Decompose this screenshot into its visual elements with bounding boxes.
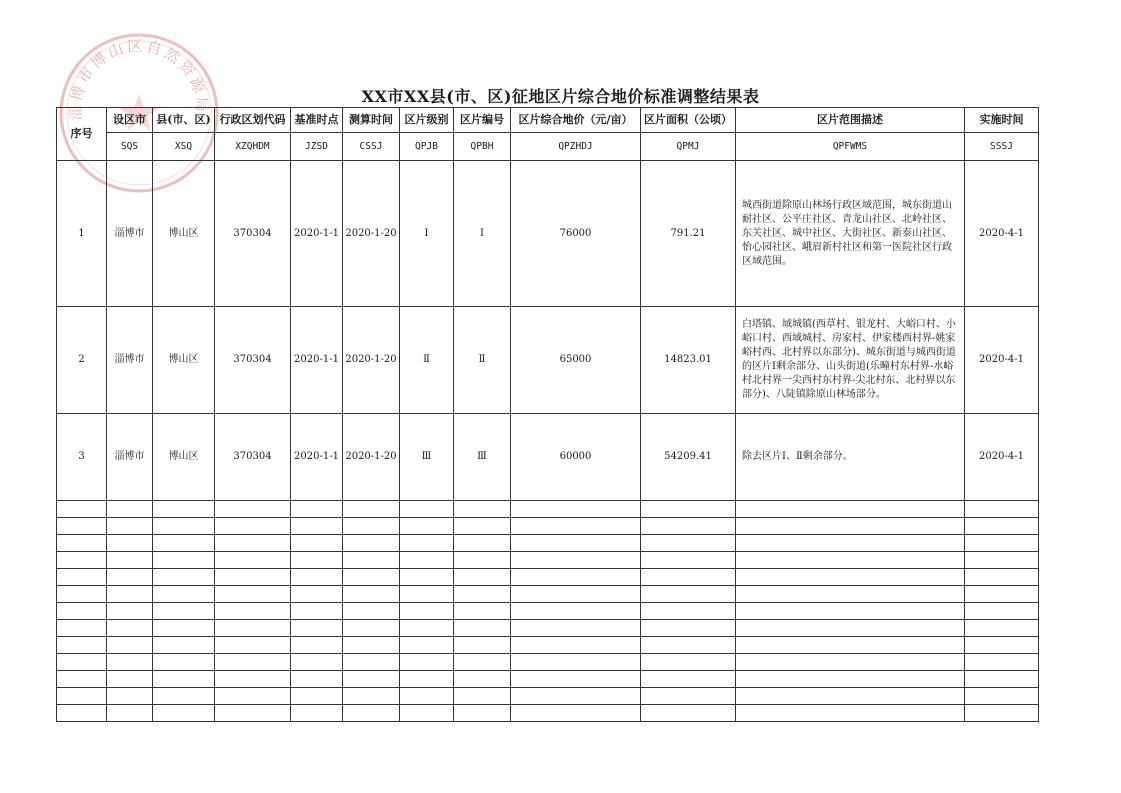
empty-cell [291,671,343,688]
empty-cell [57,501,107,518]
header-cell: 区片编号 [454,108,511,133]
empty-cell [641,535,736,552]
empty-cell [107,620,153,637]
empty-cell [511,705,641,722]
empty-cell [57,552,107,569]
land-price-table [56,107,1039,722]
empty-cell [454,705,511,722]
empty-cell [965,603,1039,620]
empty-cell [343,688,400,705]
empty-cell [343,671,400,688]
empty-cell [153,637,215,654]
empty-cell [153,535,215,552]
empty-cell [965,705,1039,722]
empty-cell [511,518,641,535]
empty-cell [641,688,736,705]
empty-cell [736,518,965,535]
empty-cell [291,688,343,705]
empty-cell [511,586,641,603]
cell-sqs: 淄博市 [107,307,153,414]
empty-cell [291,637,343,654]
empty-cell [454,688,511,705]
empty-cell [454,637,511,654]
cell-desc: 白塔镇、域城镇(西草村、银龙村、大峪口村、小峪口村、西域城村、房家村、伊家楼西村界-姚家峪村西、北村界以东部分)、城东街道与城西街道的区片Ⅰ剩余部分、山头街道(乐疃村东村界-水峪村北村界一尖西村东村界-尖北村东、北村界以东部分)、八陡镇除原山林场部分。 [736,307,965,414]
empty-cell [641,569,736,586]
cell-cssj: 2020-1-20 [343,414,400,501]
empty-cell [107,552,153,569]
header-code: QPFWMS [736,133,965,161]
empty-cell [965,654,1039,671]
empty-cell [511,620,641,637]
cell-date: 2020-4-1 [965,414,1039,501]
empty-cell [215,705,291,722]
empty-cell [215,688,291,705]
empty-cell [965,518,1039,535]
cell-jzsd: 2020-1-1 [291,307,343,414]
empty-cell [400,637,454,654]
empty-cell [400,569,454,586]
empty-cell [400,705,454,722]
empty-cell [57,671,107,688]
header-cell: 行政区划代码 [215,108,291,133]
empty-row [57,552,1039,569]
header-code: JZSD [291,133,343,161]
header-seq: 序号 [57,108,107,161]
empty-cell [107,688,153,705]
empty-cell [343,501,400,518]
empty-cell [965,620,1039,637]
header-code: SQS [107,133,153,161]
empty-cell [454,620,511,637]
empty-cell [57,705,107,722]
empty-cell [511,688,641,705]
empty-cell [511,569,641,586]
empty-cell [343,586,400,603]
empty-cell [400,518,454,535]
empty-cell [57,518,107,535]
empty-cell [400,535,454,552]
cell-area: 14823.01 [641,307,736,414]
empty-cell [641,603,736,620]
table-row [57,307,1039,414]
empty-cell [153,671,215,688]
cell-area: 791.21 [641,161,736,307]
cell-level: Ⅱ [400,307,454,414]
empty-cell [343,705,400,722]
empty-row [57,535,1039,552]
cell-jzsd: 2020-1-1 [291,414,343,501]
empty-cell [291,705,343,722]
empty-cell [454,569,511,586]
empty-row [57,705,1039,722]
empty-cell [641,705,736,722]
cell-seq: 3 [57,414,107,501]
empty-cell [343,552,400,569]
empty-cell [215,603,291,620]
empty-cell [343,620,400,637]
empty-cell [57,569,107,586]
empty-row [57,620,1039,637]
header-code: QPMJ [641,133,736,161]
empty-cell [641,620,736,637]
empty-cell [291,569,343,586]
header-cell: 设区市 [107,108,153,133]
empty-cell [736,637,965,654]
empty-cell [736,688,965,705]
cell-xsq: 博山区 [153,414,215,501]
cell-area: 54209.41 [641,414,736,501]
empty-cell [57,637,107,654]
empty-cell [511,552,641,569]
header-cell: 区片综合地价（元/亩） [511,108,641,133]
cell-code: 370304 [215,307,291,414]
empty-cell [400,586,454,603]
header-code: QPJB [400,133,454,161]
cell-level: Ⅲ [400,414,454,501]
empty-cell [107,535,153,552]
empty-cell [291,586,343,603]
header-cell: 区片面积（公顷） [641,108,736,133]
empty-cell [736,654,965,671]
empty-cell [400,671,454,688]
cell-level: Ⅰ [400,161,454,307]
header-code: QPBH [454,133,511,161]
page-title: XX市XX县(市、区)征地区片综合地价标准调整结果表 [361,87,760,106]
empty-cell [215,620,291,637]
cell-cssj: 2020-1-20 [343,307,400,414]
header-cell: 实施时间 [965,108,1039,133]
empty-row [57,688,1039,705]
empty-cell [107,586,153,603]
empty-row [57,586,1039,603]
cell-price: 65000 [511,307,641,414]
table-row [57,161,1039,307]
empty-cell [153,552,215,569]
header-cell: 县(市、区) [153,108,215,133]
empty-cell [215,586,291,603]
empty-cell [736,535,965,552]
empty-cell [641,586,736,603]
empty-cell [291,620,343,637]
cell-code: 370304 [215,414,291,501]
empty-cell [107,705,153,722]
empty-cell [107,654,153,671]
empty-cell [641,518,736,535]
empty-cell [400,620,454,637]
header-code: XSQ [153,133,215,161]
header-code: SSSJ [965,133,1039,161]
empty-cell [107,637,153,654]
empty-cell [641,637,736,654]
empty-cell [454,535,511,552]
empty-cell [736,501,965,518]
empty-cell [454,501,511,518]
empty-cell [153,654,215,671]
empty-cell [57,620,107,637]
empty-cell [736,603,965,620]
cell-zone-no: Ⅰ [454,161,511,307]
empty-cell [736,586,965,603]
empty-cell [153,705,215,722]
header-code: XZQHDM [215,133,291,161]
cell-zone-no: Ⅲ [454,414,511,501]
empty-cell [291,654,343,671]
empty-cell [107,518,153,535]
empty-cell [736,569,965,586]
empty-cell [153,518,215,535]
empty-cell [57,586,107,603]
empty-cell [641,654,736,671]
empty-cell [291,603,343,620]
cell-cssj: 2020-1-20 [343,161,400,307]
empty-row [57,654,1039,671]
cell-price: 76000 [511,161,641,307]
empty-cell [57,654,107,671]
empty-cell [511,654,641,671]
header-cell: 区片级别 [400,108,454,133]
cell-zone-no: Ⅱ [454,307,511,414]
empty-cell [400,603,454,620]
cell-desc: 除去区片Ⅰ、Ⅱ剩余部分。 [736,414,965,501]
empty-cell [454,654,511,671]
header-row-cn [57,108,1039,133]
empty-cell [965,535,1039,552]
empty-cell [965,552,1039,569]
svg-text:淄博市博山区自然资源局: 淄博市博山区自然资源局 [66,36,212,121]
header-code: QPZHDJ [511,133,641,161]
cell-price: 60000 [511,414,641,501]
empty-row [57,637,1039,654]
cell-xsq: 博山区 [153,307,215,414]
empty-row [57,501,1039,518]
cell-date: 2020-4-1 [965,307,1039,414]
cell-code: 370304 [215,161,291,307]
empty-cell [511,501,641,518]
empty-cell [965,671,1039,688]
empty-cell [343,518,400,535]
empty-cell [215,552,291,569]
empty-cell [965,569,1039,586]
empty-cell [965,586,1039,603]
empty-cell [215,654,291,671]
empty-cell [215,518,291,535]
empty-cell [343,569,400,586]
header-cell: 测算时间 [343,108,400,133]
empty-row [57,671,1039,688]
empty-cell [400,552,454,569]
empty-cell [511,535,641,552]
empty-cell [107,671,153,688]
empty-cell [153,620,215,637]
empty-cell [736,620,965,637]
empty-cell [641,501,736,518]
header-code: CSSJ [343,133,400,161]
empty-cell [153,688,215,705]
empty-cell [454,603,511,620]
cell-sqs: 淄博市 [107,161,153,307]
empty-cell [965,637,1039,654]
empty-cell [107,569,153,586]
empty-cell [291,518,343,535]
empty-cell [454,671,511,688]
empty-cell [107,501,153,518]
empty-cell [153,569,215,586]
empty-cell [400,654,454,671]
empty-cell [641,671,736,688]
empty-cell [343,535,400,552]
empty-cell [291,501,343,518]
empty-cell [215,637,291,654]
cell-seq: 1 [57,161,107,307]
empty-cell [57,603,107,620]
cell-seq: 2 [57,307,107,414]
empty-cell [215,569,291,586]
cell-date: 2020-4-1 [965,161,1039,307]
empty-cell [511,671,641,688]
empty-cell [736,552,965,569]
header-cell: 基准时点 [291,108,343,133]
header-row-code [57,133,1039,161]
empty-cell [153,501,215,518]
empty-cell [965,501,1039,518]
empty-cell [153,603,215,620]
empty-cell [641,552,736,569]
empty-cell [511,603,641,620]
empty-cell [965,688,1039,705]
empty-cell [454,586,511,603]
empty-cell [400,688,454,705]
cell-xsq: 博山区 [153,161,215,307]
empty-row [57,569,1039,586]
empty-cell [454,518,511,535]
empty-cell [107,603,153,620]
empty-cell [736,705,965,722]
header-cell: 区片范围描述 [736,108,965,133]
empty-cell [343,654,400,671]
empty-cell [215,535,291,552]
cell-desc: 城西街道除原山林场行政区域范围，城东街道山耐社区、公平庄社区、青龙山社区、北岭社区、东关社区、城中社区、大街社区、新泰山社区、怡心园社区、峨眉新村社区和第一医院社区行政区域范围。 [736,161,965,307]
empty-cell [215,671,291,688]
empty-cell [57,688,107,705]
empty-cell [343,637,400,654]
empty-cell [343,603,400,620]
table-row [57,414,1039,501]
empty-cell [291,552,343,569]
empty-row [57,603,1039,620]
empty-cell [57,535,107,552]
empty-cell [400,501,454,518]
empty-cell [736,671,965,688]
empty-cell [215,501,291,518]
empty-cell [511,637,641,654]
cell-sqs: 淄博市 [107,414,153,501]
empty-row [57,518,1039,535]
empty-cell [454,552,511,569]
empty-cell [153,586,215,603]
empty-cell [291,535,343,552]
cell-jzsd: 2020-1-1 [291,161,343,307]
